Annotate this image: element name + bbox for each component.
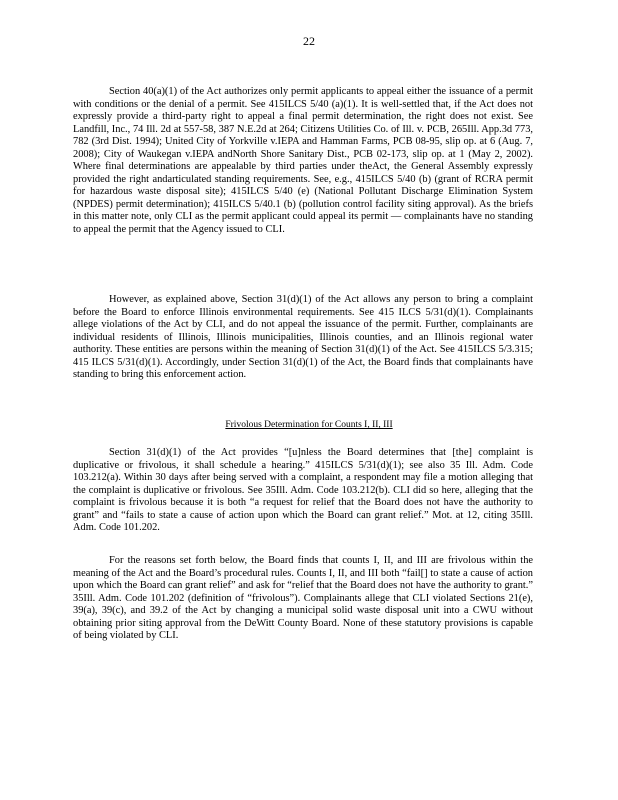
paragraph-text: However, as explained above, Section 31(d)(1) of the Act allows any person to bring a complaint before the Board to enforce Illinois environmental requirements. See 415 ILCS 5/31(d)(1). Complainants allege violations of the Act by CLI, and do not appeal the issuance of the permit. Further, complainants are individual residents of Illinois, Illinois municipalities, Illinois counties, and an Illinois regional water authority. These entities are persons within the meaning of Section 31(d)(1) of the Act. See 415ILCS 5/3.315; 415 ILCS 5/31(d)(1). Accordingly, under Section 31(d)(1) of the Act, the Board finds that complainants have standing to bring this enforcement action.	[73, 294, 533, 381]
paragraph-text: Section 40(a)(1) of the Act authorizes only permit applicants to appeal either the issuance of a permit with conditions or the denial of a permit. See 415ILCS 5/40 (a)(1). It is well-settled that, if the Act does not expressly provide a third-party right to appeal a final permit determination, the right does not exist. See Landfill, Inc., 74 Ill. 2d at 557-58, 387 N.E.2d at 264; Citizens Utilities Co. of Ill. v. PCB, 265Ill. App.3d 773, 782 (3rd Dist. 1994); United City of Yorkville v.IEPA and Hamman Farms, PCB 08-95, slip op. at 6 (Aug. 7, 2008); City of Waukegan v.IEPA andNorth Shore Sanitary Dist., PCB 02-173, slip op. at 1 (May 2, 2002). Where final determinations are appealable by third parties under theAct, the General Assembly expressly provided the right andarticulated standing requirements. See, e.g., 415ILCS 5/40 (b) (grant of RCRA permit for hazardous waste disposal site); 415ILCS 5/40 (e) (National Pollutant Discharge Elimination System (NPDES) permit determination); 415ILCS 5/40.1 (b) (pollution control facility siting approval). As the briefs in this matter note, only CLI as the permit applicant could appeal its permit — complainants have no standing to appeal the permit that the Agency issued to CLI.	[73, 86, 533, 236]
paragraph-text: Section 31(d)(1) of the Act provides “[u]nless the Board determines that [the] complaint is duplicative or frivolous, it shall schedule a hearing.” 415ILCS 5/31(d)(1); see also 35 Ill. Adm. Code 103.212(a). Within 30 days after being served with a complaint, a respondent may file a motion alleging that the complaint is duplicative or frivolous. See 35Ill. Adm. Code 103.212(b). CLI did so here, alleging that the complaint is frivolous because it is both “a request for relief that the Board does not have the authority to grant” and “fails to state a cause of action upon which the Board can grant relief.” Mot. at 12, citing 35Ill. Adm. Code 101.202.	[73, 447, 533, 534]
paragraph-frivolous-rule	[73, 447, 533, 535]
page-number: 22	[303, 34, 315, 48]
paragraph-frivolous-finding	[73, 555, 533, 643]
paragraph-permit-appeal	[73, 86, 533, 237]
paragraph-standing	[73, 294, 533, 382]
paragraph-text: For the reasons set forth below, the Board finds that counts I, II, and III are frivolous within the meaning of the Act and the Board’s procedural rules. Counts I, II, and III both “fail[] to state a cause of action upon which the Board can grant relief” and ask for “relief that the Board does not have the authority to grant.” 35Ill. Adm. Code 101.202 (definition of “frivolous”). Complainants allege that CLI violated Sections 21(e), 39(a), 39(c), and 39.2 of the Act by changing a municipal solid waste disposal unit into a CWU without obtaining prior siting approval from the DeWitt County Board. None of these statutory provisions is capable of being violated by CLI.	[73, 555, 533, 642]
section-heading	[0, 420, 618, 430]
section-heading-text: Frivolous Determination for Counts I, II, III	[225, 420, 393, 430]
